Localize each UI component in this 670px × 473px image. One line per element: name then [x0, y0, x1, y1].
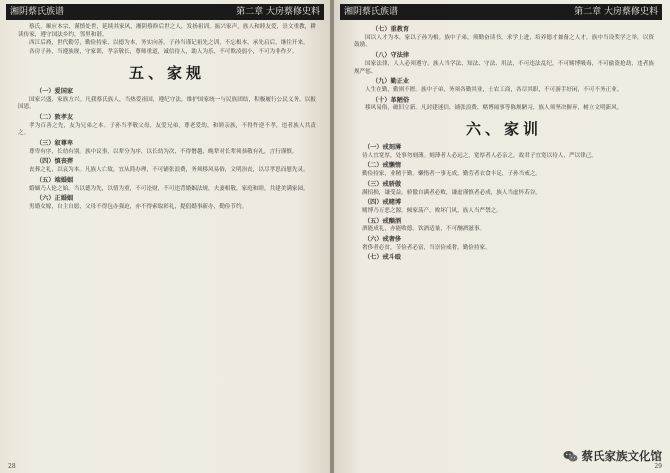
precept-title: （三）戒骄傲: [364, 180, 402, 188]
rule-title: （八）守法律: [372, 52, 410, 60]
right-header-chapter: 第二章 大房蔡修史料: [574, 7, 658, 17]
rule-text: 国以人才为本，家以子孙为根。族中子弟，须勤奋读书，求学上进，培养德才兼备之人才，族中当设奖学之举，以资鼓励。: [354, 34, 654, 49]
right-page-header: [340, 4, 662, 20]
rule-text: 人生在勤，勤则不匮。族中子弟，务须各勤其业，士农工商，各尽其职，不可游手好闲，不可不务正业。: [365, 86, 623, 93]
left-header-title: 湘阴蔡氏族谱: [10, 7, 65, 17]
precept-title: （一）戒刻薄: [364, 144, 402, 152]
right-page-number: 29: [654, 463, 662, 470]
intro-paragraph: 各房子孙，当遵族规，守家训，孝亲敬长，尊师重道，诚信待人，助人为乐，不可欺凌弱小，不可为非作歹。: [29, 49, 298, 56]
left-page-header: [6, 4, 324, 20]
rule-title: （三）叙尊卑: [36, 140, 74, 148]
precept-text: 待人宜宽厚，处事勿刻薄。刻薄者人必远之，宽厚者人必亲之，故君子宜宽以待人，严以律己。: [362, 152, 597, 159]
section-title-family-rules: 五、家规: [128, 63, 205, 82]
rule-title: （十）革陋俗: [372, 96, 410, 104]
precept-title: （二）戒懒惰: [364, 162, 402, 170]
left-page-body: [18, 24, 316, 459]
rule-title: （六）正婚姻: [36, 195, 74, 203]
left-page: [0, 0, 330, 473]
left-page-number: 28: [8, 463, 16, 470]
precept-text: 奢侈者必贫，节俭者必富，当崇俭戒奢，勤俭持家。: [362, 244, 491, 251]
precept-title: （五）戒酗酒: [364, 217, 402, 225]
wechat-watermark: [563, 448, 663, 464]
rule-text: 男婚女嫁，自主自愿，父母不得包办强迫，亦不得索取彩礼，提倡婚事新办，勤俭节约。: [29, 203, 248, 210]
rule-text: 尊卑有序，长幼有别。族中议事，以辈分为序，以长幼为次，不得僭越，晚辈对长辈须恭敬有礼，言行谨慎。: [29, 148, 298, 155]
intro-paragraph: 西江后裔，世代勤劳，勤俭持家，以德为本，务实向善，子孙当谨记祖先之训，不忘根本，承先启后，继往开来。: [29, 40, 309, 47]
rule-title: （一）爱国家: [36, 87, 74, 95]
rule-text: 婚姻乃人伦之始，当以德为先，以情为重，不可论财，不可违背婚姻法规，夫妻相敬，家庭和睦，共建美满家园。: [29, 185, 309, 192]
rule-title: （四）慎丧葬: [36, 158, 74, 166]
precept-text: 满招损，谦受益。骄傲自满者必败，谦虚谨慎者必成，族人当虚怀若谷。: [362, 189, 542, 196]
right-page: [334, 0, 670, 473]
left-header-chapter: 第二章 大房蔡修史料: [236, 7, 320, 17]
precept-title: （七）戒斗殴: [364, 254, 402, 262]
right-header-title: 湘阴蔡氏族谱: [344, 7, 399, 17]
rule-text: 国家法律，人人必须遵守。族人当学法、知法、守法、用法，不可违法乱纪，不可赌博吸毒，不可偷盗抢劫，违者族规严惩。: [354, 60, 654, 75]
rule-title: （七）重教育: [372, 26, 410, 33]
precept-text: 赌博乃万恶之源，倾家荡产，败坏门风，族人当严禁之。: [362, 207, 502, 214]
watermark-text: 蔡氏家族文化馆: [581, 449, 662, 463]
rule-title: （二）敦孝友: [36, 113, 74, 121]
rule-title: （九）勤正业: [372, 78, 410, 86]
rule-text: 丧葬之礼，以哀为本。凡族人亡故，宜从简办理，不可铺张浪费，务须移风易俗，文明治丧，以尽孝思而慰先灵。: [29, 167, 309, 174]
precept-title: （四）戒赌博: [364, 199, 402, 207]
intro-paragraph: 蔡氏，顺应本宗，谨慎处世，延续其家风，湘阴蔡修后世之人，发扬祖训，振兴家声，族人和睦友爱，崇文重教，耕读传家，遵守国法乡约，邻里和谐。: [18, 24, 316, 38]
section-title-family-precepts: 六、家训: [465, 120, 542, 139]
rule-text: 孝为百善之先，友为兄弟之本。子孙当孝敬父母，友爱兄弟，尊老爱幼，和睦亲族，不得忤逆不孝，违者族人共责之。: [18, 122, 316, 137]
rule-text: 国家兴盛，家族方兴。凡我蔡氏族人，当热爱祖国，遵纪守法，维护国家统一与民族团结，积极履行公民义务，以报国恩。: [18, 96, 316, 111]
precept-text: 酒能成礼，亦能败德。饮酒适量，不可酗酒滋事。: [362, 226, 486, 233]
right-page-body: [354, 24, 654, 459]
rule-title: （五）端婚姻: [36, 176, 74, 184]
rule-text: 移风易俗，破旧立新。凡封建迷信、铺张浪费、赌博闹事等陈规陋习，族人须坚决摒弃，树立文明新风。: [365, 105, 623, 112]
precept-text: 勤俭持家，业精于勤。懒惰者一事无成，勤劳者衣食丰足，子孙当戒之。: [362, 171, 542, 178]
wechat-icon: [563, 450, 578, 463]
precept-title: （六）戒奢侈: [364, 236, 402, 244]
